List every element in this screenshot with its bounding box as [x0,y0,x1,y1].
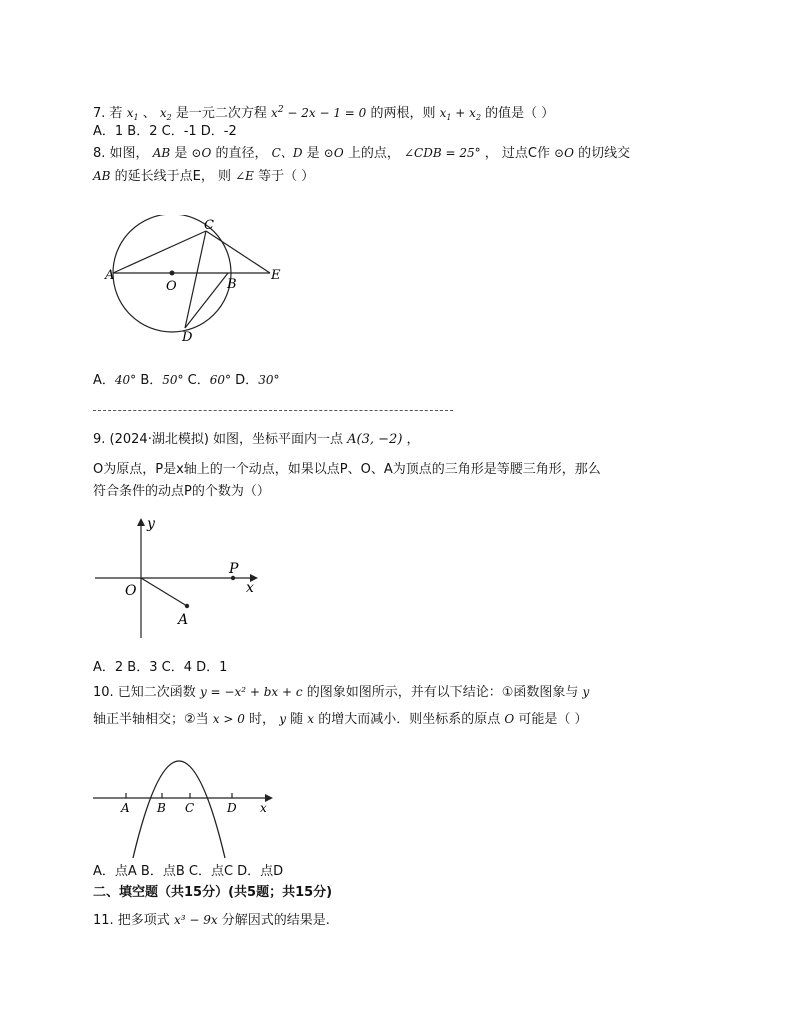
q10-label-d: D [227,801,237,815]
q7-sum: $x_1 + x_2$ [439,106,482,122]
q8-text-l2a: 的延长线于点E， 则 [114,169,231,184]
q8-text-c: 的直径， [215,146,268,161]
q10-origin-o: O [504,712,515,726]
q8-options [93,371,279,390]
q10-label-x: x [260,801,267,815]
q9-point-a: A(3, −2) [347,432,403,447]
section-divider [93,410,453,411]
q8-option-c-value: 60° [209,373,232,387]
q9-options: A．2 B．3 C．4 D．1 [93,660,228,675]
q8-option-b-label: B． [136,373,163,388]
q9-line3: 符合条件的动点P的个数为（） [93,484,270,499]
q10-text-b: 的图象如图所示，并有以下结论：①函数图象与 [306,685,579,700]
q7-x2: $x_2$ [159,106,172,122]
q9-label-x: x [246,580,254,596]
q11-polynomial: x³ − 9x [173,913,218,927]
q8-line2 [93,167,314,186]
q8-line1 [93,144,630,163]
q10-y-1: y [582,685,590,699]
q7-text-roots: 的两根，则 [370,106,436,121]
section-2-heading: 二、填空题（共15分）(共5题；共15分) [93,885,333,900]
q8-label-o: O [166,279,177,294]
q8-line-ce [206,231,270,273]
q10-x-1: x [307,712,315,726]
q8-label-e: E [271,268,281,283]
q11-text-b: 分解因式的结果是. [221,913,330,928]
q7-separator: 、 [142,106,156,121]
q10-text-l2b: 时， [249,712,276,727]
q9-label-p: P [229,561,239,577]
q9-line2: O为原点，P是x轴上的一个动点，如果以点P、O、A为顶点的三角形是等腰三角形，那么 [93,462,601,477]
q10-condition: x > 0 [212,712,245,726]
q8-angle-e: ∠E [235,169,254,183]
q7-x1: $x_1$ [126,106,139,122]
q9-line1 [93,431,420,449]
q10-options: A．点A B．点B C．点C D．点D [93,864,284,879]
q8-text-f: ， 过点C作 [484,146,550,161]
q8-circle-o-2: ⊙O [323,146,344,160]
q10-parabola-figure [90,740,280,860]
q9-text-b: ， [406,432,420,447]
q10-function: y = −x² + bx + c [199,685,303,699]
q10-text-l2c: 随 [290,712,304,727]
q8-option-c-label: C． [183,373,210,388]
q10-y-2: y [279,712,286,726]
q7-equation: $x^2 - 2x - 1 = 0$ [271,105,367,120]
q9-text-a: 9. (2024·湖北模拟) 如图，坐标平面内一点 [93,432,344,447]
q8-cd: C、D [271,146,303,160]
q8-label-d: D [182,330,193,345]
q8-label-c: C [204,218,214,233]
q8-center-dot [170,271,175,276]
q8-text-b: 是 [174,146,188,161]
q10-parabola [133,761,225,858]
q10-text-l2e: 可能是（ ） [518,712,588,727]
q8-angle-cdb: ∠CDB = 25° [403,146,481,160]
q8-text-e: 上的点， [347,146,400,161]
q7-options: A．1 B．2 C．-1 D．-2 [93,124,237,139]
q9-label-a: A [178,612,189,628]
q8-text-g: 的切线交 [578,146,631,161]
q8-circle-o-3: ⊙O [554,146,575,160]
q10-text-l2a: 轴正半轴相交；②当 [93,712,209,727]
q7-text-value: 的值是（ ） [485,106,555,121]
q10-text-l2d: 的增大而减小．则坐标系的原点 [318,712,501,727]
q10-line1 [93,683,589,702]
q8-label-a: A [105,268,115,283]
q8-option-a-label: A． [93,373,115,388]
q9-point-a-dot [185,604,189,608]
q11-text-a: 11. 把多项式 [93,913,170,928]
q9-label-y: y [147,516,155,532]
q8-line-ac [113,231,206,273]
q9-coordinate-figure [90,512,270,642]
q10-label-c: C [185,801,195,815]
q8-text-l2b: 等于（ ） [258,169,315,184]
q11-line [93,911,330,930]
q8-ab: AB [152,146,171,160]
q8-circle-o-1: ⊙O [191,146,212,160]
q8-option-d-value: 30° [258,373,280,387]
q8-line-cd [185,231,206,328]
q8-option-b-value: 50° [162,373,184,387]
q8-text-d: 是 [306,146,320,161]
q7-text-desc: 是一元二次方程 [175,106,267,121]
q9-label-o: O [125,583,137,599]
q10-label-b: B [157,801,166,815]
q9-y-arrow [137,518,145,526]
q8-text-a: 8. 如图， [93,146,149,161]
q10-label-a: A [121,801,130,815]
q7-number: 7. [93,106,106,121]
q8-option-d-label: D． [231,373,259,388]
q8-label-b: B [227,277,237,292]
q9-segment-oa [141,578,187,606]
q10-line2 [93,710,587,729]
q7-text-ruo: 若 [109,106,123,121]
q8-ab-2: AB [93,169,111,183]
q8-circle-figure [100,215,300,345]
q8-option-a-value: 40° [114,373,137,387]
q10-text-a: 10. 已知二次函数 [93,685,196,700]
